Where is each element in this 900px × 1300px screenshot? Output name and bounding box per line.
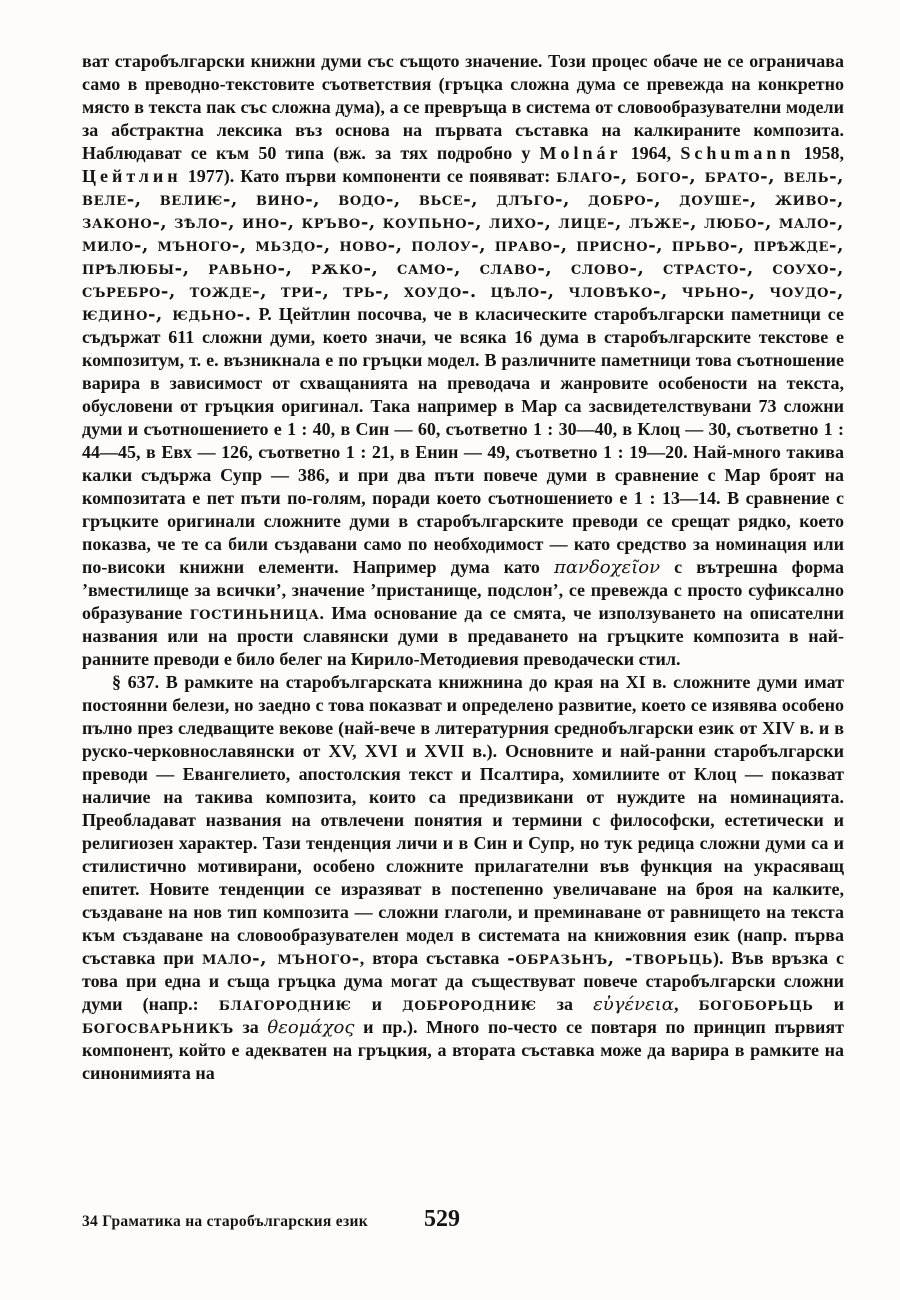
greek-term: εὐγένεια xyxy=(593,994,674,1015)
body-text: , втора съставка xyxy=(359,948,508,968)
greek-term: πανδοχεῖον xyxy=(554,557,661,578)
body-text: за xyxy=(536,994,594,1014)
old-bulgarian-term: мало-, мъного- xyxy=(201,948,360,969)
body-text: с вътрешна форма ’вместилище за всички’, значение ’пристанище, подслон’, се превежда с просто суфиксално образувание xyxy=(82,557,845,623)
body-text: 1977). Като първи компоненти се появяват: xyxy=(181,166,557,186)
letterspaced-author-name: Molnár xyxy=(539,143,622,163)
body-text: ). Във връзка с това при една и съща гръцка дума могат да съществуват повече старобългарски сложни думи (напр.: xyxy=(82,948,845,1014)
old-bulgarian-term: благородниѥ xyxy=(218,994,352,1015)
body-text: . Има основание да се смята, че използуването на описателни названия или на прости славянски думи в предаването на гръцките композита в най-ранните преводи е било белег на Кирило-Методиевия преводачески стил. xyxy=(82,603,844,669)
body-text: § 637. В рамките на старобългарската книжнина до края на XI в. сложните думи имат постоянни белези, но заедно с това показват и определено развитие, което се изявява особено пълно през следващите векове (най-вече в литературния среднобългарски език от XIV в. и в руско-черковнославянски от XV, XVI и XVII в.). Основните и най-ранни старобългарски преводи — Евангелието, апостолския текст и Псалтира, хомилиите от Клоц — показват наличие на такива композита, които са предизвикани от нуждите на номинацията. Преобладават названия на отвлечени понятия и термини с философски, естетически и религиозен характер. Тази тенденция личи и в Син и Супр, но тук редица сложни думи са и стилистично мотивирани, особено сложните прилагателни във функция на украсяващ епитет. Новите тенденции се изразяват в постепенно увеличаване на броя на калките, създаване на нов тип композита — сложни глаголи, и преминаване от равнището на текста към създаване на словообразувателен модел в системата на книжовния език (напр. първа съставка при xyxy=(82,672,844,968)
book-signature: 34 Граматика на старобългарския език xyxy=(82,1213,368,1230)
body-text: 1964, xyxy=(621,143,681,163)
body-text: , xyxy=(673,994,699,1014)
body-text: за xyxy=(233,1017,268,1037)
old-bulgarian-term: доброродниѥ xyxy=(402,994,537,1015)
paragraph xyxy=(82,671,844,1085)
old-bulgarian-term: благо-, бого-, брато-, вель-, веле-, велиѥ-, вино-, водо-, вьсе-, длъго-, добро-, доуше-, живо-, законо-, зѣло-, ино-, кръво-, коупьно-, лихо-, лице-, лъже-, любо-, мало-, мило-, мъного-, мьздо-, ново-, полоу-, право-, присно-, прьво-, прѣжде-, прѣлюбы-, равьно-, рѫко-, само-, славо-, слово-, страсто-, соухо-, съребро-, тожде-, три-, трь-, хоудо-. цѣло-, чловѣко-, чрьно-, чоудо-, ѥдино-, ѥдьно-. xyxy=(82,166,845,325)
body-text: ват старобългарски книжни думи със същото значение. Този процес обаче не се ограничава само в преводно-текстовите съответствия (гръцка сложна дума се превежда на конкретно място в текста пак със сложна дума), а се превръща в система от словообразувателни модели за абстрактна лексика въз основа на първата съставка на калкираните композита. Наблюдават се към 50 типа (вж. за тях подробно у xyxy=(82,51,844,163)
body-text: Р. Цейтлин посочва, че в класическите старобългарски паметници се съдържат 611 сложни думи, което значи, че всяка 16 дума в старобългарските текстове е композитум, т. е. възникнала е по гръцки модел. В различните паметници това съотношение варира в зависимост от схващанията на преводача и жанровите особености на текста, обусловени от гръцкия оригинал. Така например в Мар са засвидетелствувани 73 сложни думи и съотношението е 1 : 40, в Син — 60, съответно 1 : 30—40, в Клоц — 30, съответно 1 : 44—45, в Евх — 126, съответно 1 : 21, в Енин — 49, съответно 1 : 19—20. Най-много такива калки съдържа Супр — 386, и при два пъти повече думи в сравнение с Мар броят на композитата е пет пъти по-голям, поради което съотношението е 1 : 13—14. В сравнение с гръцките оригинали сложните думи в старобългарските преводи се срещат рядко, което показва, че те са били създавани само по необходимост — като средство за номинация или по-високи книжни елементи. Например дума като xyxy=(82,304,844,577)
old-bulgarian-term: -образьнъ, -творьць xyxy=(507,948,713,969)
paragraph xyxy=(82,50,844,671)
body-text: и пр.). Много по-често се повтаря по принцип първият компонент, който е адекватен на гръцкия, а втората съставка може да варира в рамките на синонимията на xyxy=(82,1017,845,1083)
letterspaced-author-name: Цейтлин xyxy=(82,166,182,186)
text-block xyxy=(82,50,844,1085)
body-text: и xyxy=(813,994,844,1014)
letterspaced-author-name: Schumann xyxy=(680,143,795,163)
page-number: 529 xyxy=(424,1206,460,1232)
greek-term: θεομάχος xyxy=(267,1017,355,1038)
old-bulgarian-term: богоборьць xyxy=(698,994,814,1015)
old-bulgarian-term: богосварьникъ xyxy=(82,1017,234,1038)
old-bulgarian-term: гостиньница xyxy=(189,603,320,624)
page-footer xyxy=(82,1206,844,1240)
body-text: и xyxy=(351,994,403,1014)
body-text: 1958, xyxy=(794,143,845,163)
